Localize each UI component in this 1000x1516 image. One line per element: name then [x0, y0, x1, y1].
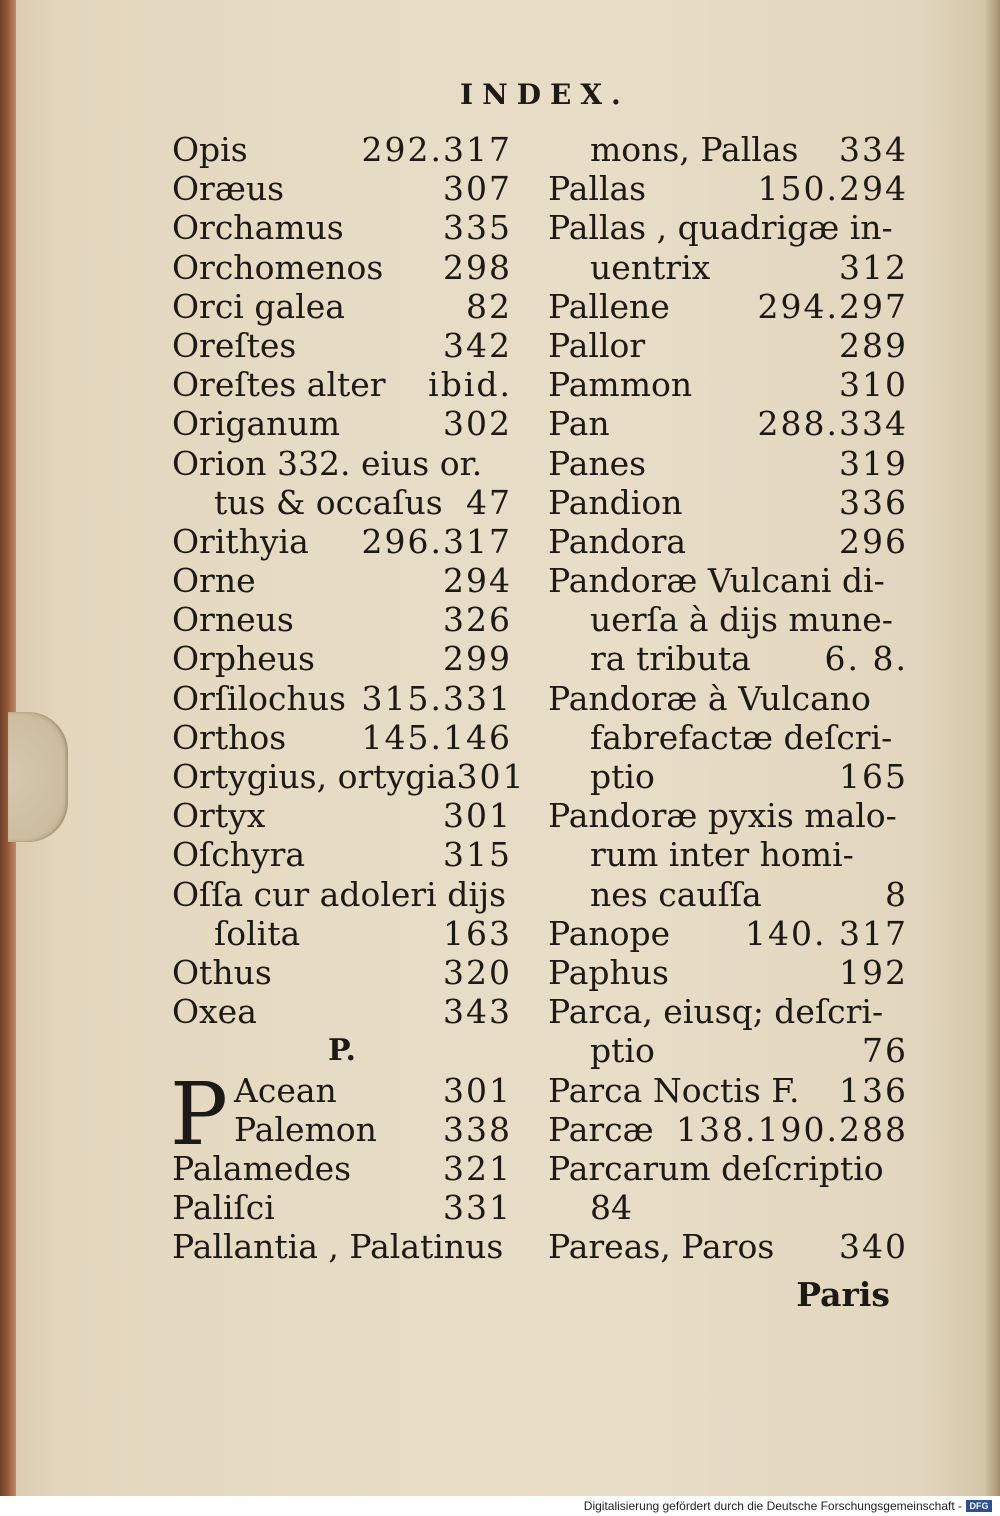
index-pages: 6. 8. [824, 639, 908, 679]
index-entry [548, 169, 908, 208]
index-term: Oſchyra [172, 835, 306, 875]
index-term: Pandoræ à Vulcano [548, 678, 871, 718]
index-term: Acean [234, 1070, 337, 1110]
index-pages: 334 [839, 130, 908, 169]
index-entry [172, 953, 512, 992]
index-term: Pallas [548, 169, 647, 209]
index-pages: 331 [443, 1188, 512, 1228]
index-entry [548, 757, 908, 796]
index-entry [172, 444, 512, 483]
index-term: fabrefactæ deſcri- [590, 717, 893, 757]
index-entry [548, 875, 908, 914]
index-entry [172, 287, 512, 326]
index-term: Pammon [548, 365, 693, 405]
index-pages: 301 [456, 757, 526, 796]
index-term: Pandoræ Vulcani di- [548, 561, 885, 601]
index-term: Palemon [234, 1109, 377, 1149]
index-pages: 335 [443, 208, 512, 248]
index-pages: 312 [839, 247, 908, 287]
index-pages: 340 [839, 1227, 908, 1267]
catchword: Paris [796, 1275, 890, 1314]
index-entry [172, 365, 512, 404]
index-term: Orneus [172, 600, 294, 640]
index-pages: 292.317 [361, 130, 512, 169]
index-term: Oreſtes alter [172, 365, 386, 405]
index-entry [172, 639, 512, 678]
index-term: ptio [590, 1031, 655, 1071]
index-term: 84 [590, 1188, 632, 1228]
index-term: Pandion [548, 482, 683, 522]
index-entry [548, 1227, 908, 1266]
index-term: Parca, eiusq; deſcri- [548, 992, 884, 1032]
index-pages: 307 [443, 169, 512, 209]
index-term: Parca Noctis F. [548, 1070, 800, 1110]
index-entry [548, 326, 908, 365]
index-entry [548, 208, 908, 247]
index-pages: 296.317 [361, 521, 512, 561]
index-entry [548, 1071, 908, 1110]
index-term: nes cauſſa [590, 874, 762, 914]
index-entry [172, 914, 512, 953]
index-entry [172, 835, 512, 874]
index-term: tus & occaſus [214, 482, 443, 522]
drop-cap-letter: P [170, 1064, 228, 1165]
index-term: Pan [548, 404, 610, 444]
index-term: Parcarum deſcriptio [548, 1148, 884, 1188]
index-pages: 310 [839, 365, 908, 405]
index-pages: 301 [443, 1070, 512, 1110]
footer-credit: Digitalisierung gefördert durch die Deutsche Forschungsgemeinschaft - [583, 1499, 962, 1513]
index-pages: 145.146 [361, 717, 512, 757]
index-term: Ortygius, ortygia [172, 757, 457, 796]
index-pages: 140. 317 [745, 913, 908, 953]
index-term: Orthos [172, 717, 287, 757]
index-pages: 288.334 [757, 404, 908, 444]
index-pages: 47 [466, 482, 512, 522]
index-entry [548, 914, 908, 953]
index-pages: 8 [885, 874, 908, 914]
index-entry [172, 757, 526, 796]
index-term: Oxea [172, 992, 257, 1032]
index-entry [172, 404, 512, 443]
index-term: Pandora [548, 521, 687, 561]
index-pages: 320 [443, 952, 512, 992]
index-entry [548, 1031, 908, 1070]
index-entry [548, 365, 908, 404]
index-pages: 192 [839, 952, 908, 992]
index-entry [548, 1149, 908, 1188]
index-term: Orithyia [172, 521, 309, 561]
index-pages: 165 [839, 757, 908, 796]
index-term: Oreſtes [172, 325, 297, 365]
index-term: Orion 332. eius or. [172, 443, 483, 483]
index-pages: 136 [839, 1070, 908, 1110]
index-term: ſolita [214, 913, 301, 953]
index-entry [548, 679, 908, 718]
index-entry [548, 130, 908, 169]
index-entry [548, 992, 908, 1031]
index-entry [172, 1188, 512, 1227]
index-entry [172, 875, 512, 914]
index-term: Pallor [548, 325, 646, 365]
index-term: Pandoræ pyxis malo- [548, 796, 897, 836]
index-term: Origanum [172, 404, 340, 444]
index-term: Paliſci [172, 1188, 275, 1228]
index-term: Panope [548, 913, 671, 953]
index-pages: 301 [443, 796, 512, 836]
index-pages: 299 [443, 639, 512, 679]
index-term: Paphus [548, 952, 669, 992]
index-term: Ortyx [172, 796, 266, 836]
index-entry [548, 444, 908, 483]
page-right-edge [986, 0, 1000, 1496]
index-term: ra tributa [590, 639, 751, 679]
index-pages: 294 [443, 561, 512, 601]
index-entry [548, 1188, 908, 1227]
index-entry [548, 287, 908, 326]
index-term: Opis [172, 130, 248, 169]
index-term: Pallas , quadrigæ in- [548, 208, 893, 248]
index-pages: 302 [443, 404, 512, 444]
index-term: Oræus [172, 169, 285, 209]
index-term: Pallene [548, 286, 670, 326]
index-column-left [170, 130, 526, 1267]
index-pages: 326 [443, 600, 512, 640]
index-term: Orſilochus [172, 678, 346, 718]
index-entry [548, 639, 908, 678]
index-entry [548, 718, 908, 757]
index-term: Pareas, Paros [548, 1227, 775, 1267]
index-entry [548, 796, 908, 835]
index-pages: 289 [839, 325, 908, 365]
index-pages: 319 [839, 443, 908, 483]
index-term: P. [327, 1033, 357, 1069]
index-term: mons, Pallas [590, 130, 799, 169]
index-term: Orne [172, 561, 256, 601]
index-pages: 294.297 [757, 286, 908, 326]
index-entry [548, 600, 908, 639]
index-pages: 296 [839, 521, 908, 561]
index-entry [172, 1227, 512, 1266]
index-entry [172, 679, 512, 718]
index-pages: 342 [443, 325, 512, 365]
index-term: uerſa à dijs mune- [590, 600, 893, 640]
index-term: Panes [548, 443, 647, 483]
index-pages: 138.190.288 [676, 1109, 908, 1149]
index-entry [172, 992, 512, 1031]
index-entry [548, 522, 908, 561]
index-term: Pallantia , Palatinus [172, 1227, 504, 1267]
index-entry [172, 796, 512, 835]
index-term: Oſſa cur adoleri dijs [172, 874, 507, 914]
index-pages: 163 [443, 913, 512, 953]
index-entry [548, 483, 908, 522]
index-term: rum inter homi- [590, 835, 854, 875]
index-entry [172, 248, 512, 287]
index-pages: 343 [443, 992, 512, 1032]
index-entry [172, 600, 512, 639]
index-term: Parcæ [548, 1109, 654, 1149]
index-pages: 82 [466, 286, 512, 326]
index-entry [172, 561, 512, 600]
index-pages: ibid. [428, 365, 512, 405]
index-entry [548, 1110, 908, 1149]
index-term: Orci galea [172, 286, 345, 326]
index-term: Orchomenos [172, 247, 384, 287]
index-pages: 315 [443, 835, 512, 875]
index-entry [172, 718, 512, 757]
index-entry [548, 835, 908, 874]
index-term: uentrix [590, 247, 711, 287]
index-entry [548, 953, 908, 992]
index-entry [172, 522, 512, 561]
index-entry [172, 169, 512, 208]
index-entry [172, 483, 512, 522]
thumb-tab-notch [8, 712, 68, 842]
index-entry [172, 130, 512, 169]
index-term: Palamedes [172, 1148, 352, 1188]
index-entry [172, 326, 512, 365]
index-pages: 315.331 [361, 678, 512, 718]
index-term: Orchamus [172, 208, 344, 248]
index-term: Othus [172, 952, 272, 992]
index-entry [548, 248, 908, 287]
index-pages: 338 [443, 1109, 512, 1149]
index-pages: 298 [443, 247, 512, 287]
index-pages: 321 [443, 1148, 512, 1188]
index-pages: 150.294 [757, 169, 908, 209]
index-term: Orpheus [172, 639, 315, 679]
index-entry [548, 404, 908, 443]
index-entry [172, 208, 512, 247]
index-column-right [548, 130, 908, 1266]
index-term: ptio [590, 757, 655, 796]
index-pages: 336 [839, 482, 908, 522]
page-header: INDEX. [460, 78, 630, 111]
dfg-logo-icon: DFG [966, 1500, 992, 1512]
index-entry [548, 561, 908, 600]
index-pages: 76 [862, 1031, 908, 1071]
